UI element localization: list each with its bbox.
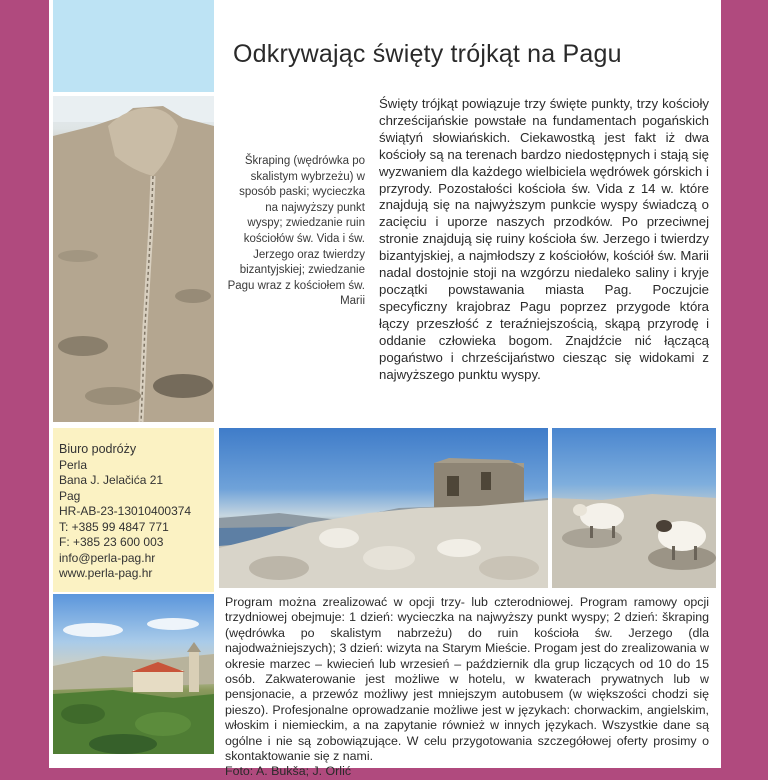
- agency-registration: HR-AB-23-13010400374: [59, 504, 192, 518]
- agency-fax: F: +385 23 600 003: [59, 535, 164, 549]
- agency-heading: Biuro podróży: [59, 442, 137, 456]
- agency-email: info@perla-pag.hr: [59, 550, 156, 565]
- agency-website: www.perla-pag.hr: [59, 566, 153, 580]
- program-text: Program można zrealizować w opcji trzy- lub czterodniowej. Program ramowy opcji trzydniowej obejmuje: 1 dzień: wycieczka na najwyższy punkt wyspy; 2 dzień: škraping (wędrówka po skalistym nabrzeżu) do ruin kościoła św. Jerzego (dla najodważniejszych); 3 dzień: wizyta na Starym Mieście. Progam jest do zrealizowania w okresie marzec – kwiecień lub wrzesień – październik dla grup liczących od 10 do 15 osób. Zakwaterowanie jest możliwe w hotelu, w kwaterach prywatnych lub w pensjonacie, a przewóz możliwy jest mniejszym autobusem (w większości chodzi się pieszo). Profesjonalne oprowadzanie możliwe jest w językach: chorwackim, angielskim, włoskim i niemieckim, a na zapytanie również w innych językach. Wszystkie dane są ogólne i nie są zobowiązujące. W celu przygotowania szczegółowej oferty prosimy o skontaktowanie się z nami.: [225, 595, 709, 764]
- sky-color-block: [53, 0, 214, 92]
- church-village-photo: [53, 594, 214, 754]
- church-village-illustration: [53, 594, 214, 754]
- rocky-ridge-photo: [53, 96, 214, 422]
- ruin-landscape-illustration: [219, 428, 548, 588]
- photo-credits: Foto: A. Bukša; J. Orlić: [225, 764, 352, 779]
- sheep-photo: [552, 428, 716, 588]
- program-description: [225, 595, 709, 780]
- brochure-page: [49, 0, 721, 779]
- article-body: Święty trójkąt powiązuje trzy święte punkty, trzy kościoły chrześcijańskie powstałe na fundamentach pogańskich świątyń słowiańskich. Ciekawostką jest fakt iż dwa kościoły są na terenach bardzo niedostępnych i stają się wyzwaniem dla każdego wielbiciela wędrówek górskich i przyrody. Pozostałości kościoła św. Vida z 14 w. które znajdują się na najwyższym punkcie wyspy świadczą o zacięciu i uporze naszych przodków. Po przeciwnej stronie znajdują się ruiny kościoła św. Jerzego i twierdzy bizantyjskiej, a najmłodszy z kościołów, kościół św. Marii nadal dostojnie stoji na wzgórzu niedaleko saliny i kryje początki powstawania miasta Pag. Poczujcie specyficzny krajobraz Pagu poprzez przygode która łączy przeszłość z teraźniejszością, skąpą przyrodę i oddanie człowieka bogom. Znajdźcie nić łączącą pogaństwo i chrześcijaństwo ciesząc się widokami z najwyższego punktu wyspy.: [379, 96, 709, 382]
- page-title: Odkrywając święty trójkąt na Pagu: [233, 40, 622, 68]
- agency-phone: T: +385 99 4847 771: [59, 519, 169, 534]
- travel-agency-box: [53, 428, 214, 592]
- photo-caption: Škraping (wędrówka po skalistym wybrzeżu) w sposób paski; wycieczka na najwyższy punkt wyspy; zwiedzanie ruin kościołów św. Vida i św. Jerzego oraz twierdzy bizantyjskiej; zwiedzanie Pagu wraz z kościołem św. Marii: [227, 155, 365, 308]
- agency-street: Bana J. Jelačića 21: [59, 473, 164, 487]
- rocky-ridge-illustration: [53, 96, 214, 422]
- sheep-illustration: [552, 428, 716, 588]
- agency-city: Pag: [59, 488, 81, 503]
- agency-name: Perla: [59, 457, 88, 472]
- ruin-landscape-photo: [219, 428, 548, 588]
